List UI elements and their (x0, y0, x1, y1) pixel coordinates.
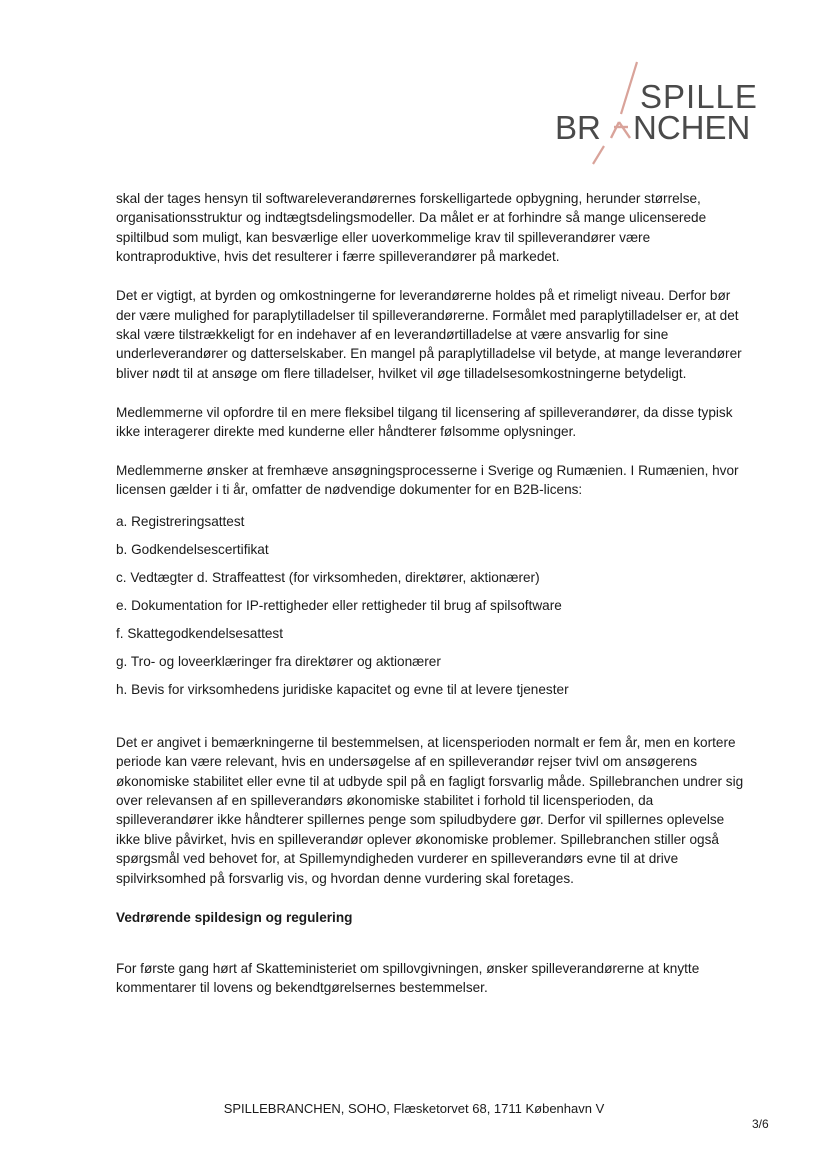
list-item: b. Godkendelsescertifikat (116, 541, 269, 557)
paragraph-licence-period: Det er angivet i bemærkningerne til bestemmelsen, at licensperioden normalt er fem år, men en kortere periode kan være relevant, hvis en undersøgelse af en spilleverandør rejser tvivl om ansøgerens økonomiske stabilitet eller evne til at udbyde spil på en fagligt forsvarlig måde. Spillebranchen undrer sig over relevansen af en spilleverandørs økonomiske stabilitet i forhold til licensperioden, da spilleverandører ikke håndterer spillernes penge som spiludbydere gør. Derfor vil spillernes oplevelse ikke blive påvirket, hvis en spilleverandør oplever økonomiske problemer. Spillebranchen stiller også spørgsmål ved behovet for, at Spillemyndigheden vurderer en spilleverandørs evne til at drive spilvirksomhed på forsvarlig vis, og hvordan denne vurdering skal foretages. (116, 734, 744, 886)
logo-text-nchen: NCHEN (633, 109, 751, 146)
list-item: f. Skattegodkendelsesattest (116, 626, 284, 642)
paragraph-game-design: For første gang hørt af Skatteministeriet om spillovgivningen, ønsker spilleverandørerne at knytte kommentarer til lovens og bekendtgørelsernes bestemmelser. (116, 960, 700, 996)
list-item: h. Bevis for virksomhedens juridiske kapacitet og evne til at levere tjenester (116, 682, 569, 698)
logo-a-leg (611, 122, 619, 138)
section-heading: Vedrørende spildesign og regulering (116, 909, 353, 925)
logo-accent-slash-bottom (593, 146, 604, 164)
logo-text-br: BR (555, 109, 601, 146)
list-item: c. Vedtægter d. Straffeattest (for virksomheden, direktører, aktionærer) (116, 569, 540, 585)
paragraph-umbrella-licences: Det er vigtigt, at byrden og omkostningerne for leverandørerne holdes på et rimeligt niveau. Derfor bør der være mulighed for paraplytilladelser til spilleverandørerne. Formålet med paraplytilladelser er, at det skal være tilstrækkeligt for en indehaver af en leverandørtilladelse at være ansvarlig for sine underleverandører og datterselskaber. En mangel på paraplytilladelse vil betyde, at mange leverandører bliver nødt til at ansøge om flere tilladelser, hvilket vil øge tilladelsesomkostningerne betydeligt. (116, 288, 742, 381)
page-footer: SPILLEBRANCHEN, SOHO, Flæsketorvet 68, 1711 København V (223, 1101, 605, 1116)
required-documents-list (116, 512, 744, 700)
logo-accent-slash-top (621, 62, 637, 114)
logo-text-spille: SPILLE (640, 78, 758, 115)
spillebranchen-logo-graphic (548, 58, 758, 168)
letter-body (116, 189, 744, 1017)
spillebranchen-logo (548, 58, 758, 168)
paragraph-sweden-romania: Medlemmerne ønsker at fremhæve ansøgningsprocesserne i Sverige og Rumænien. I Rumænien, hvor licensen gælder i ti år, omfatter de nødvendige dokumenter for en B2B-licens: (116, 462, 739, 498)
paragraph-flexible-licensing: Medlemmerne vil opfordre til en mere fleksibel tilgang til licensering af spilleverandører, da disse typisk ikke interagerer direkte med kunderne eller håndterer følsomme oplysninger. (116, 404, 733, 440)
list-item: g. Tro- og loveerklæringer fra direktører og aktionærer (116, 654, 441, 670)
page-number: 3/6 (752, 1117, 769, 1131)
list-item: a. Registreringsattest (116, 513, 245, 529)
paragraph-supplier-structure: skal der tages hensyn til softwareleverandørernes forskelligartede opbygning, herunder størrelse, organisationsstruktur og indtægtsdelingsmodeller. Da målet er at forhindre så mange ulicenserede spiltilbud som muligt, kan besværlige eller uoverkommelige krav til spilleverandører være kontraproduktive, hvis det resulterer i færre spilleverandører på markedet. (116, 191, 707, 265)
logo-a-right (619, 122, 630, 138)
list-item: e. Dokumentation for IP-rettigheder eller rettigheder til brug af spilsoftware (116, 598, 562, 614)
